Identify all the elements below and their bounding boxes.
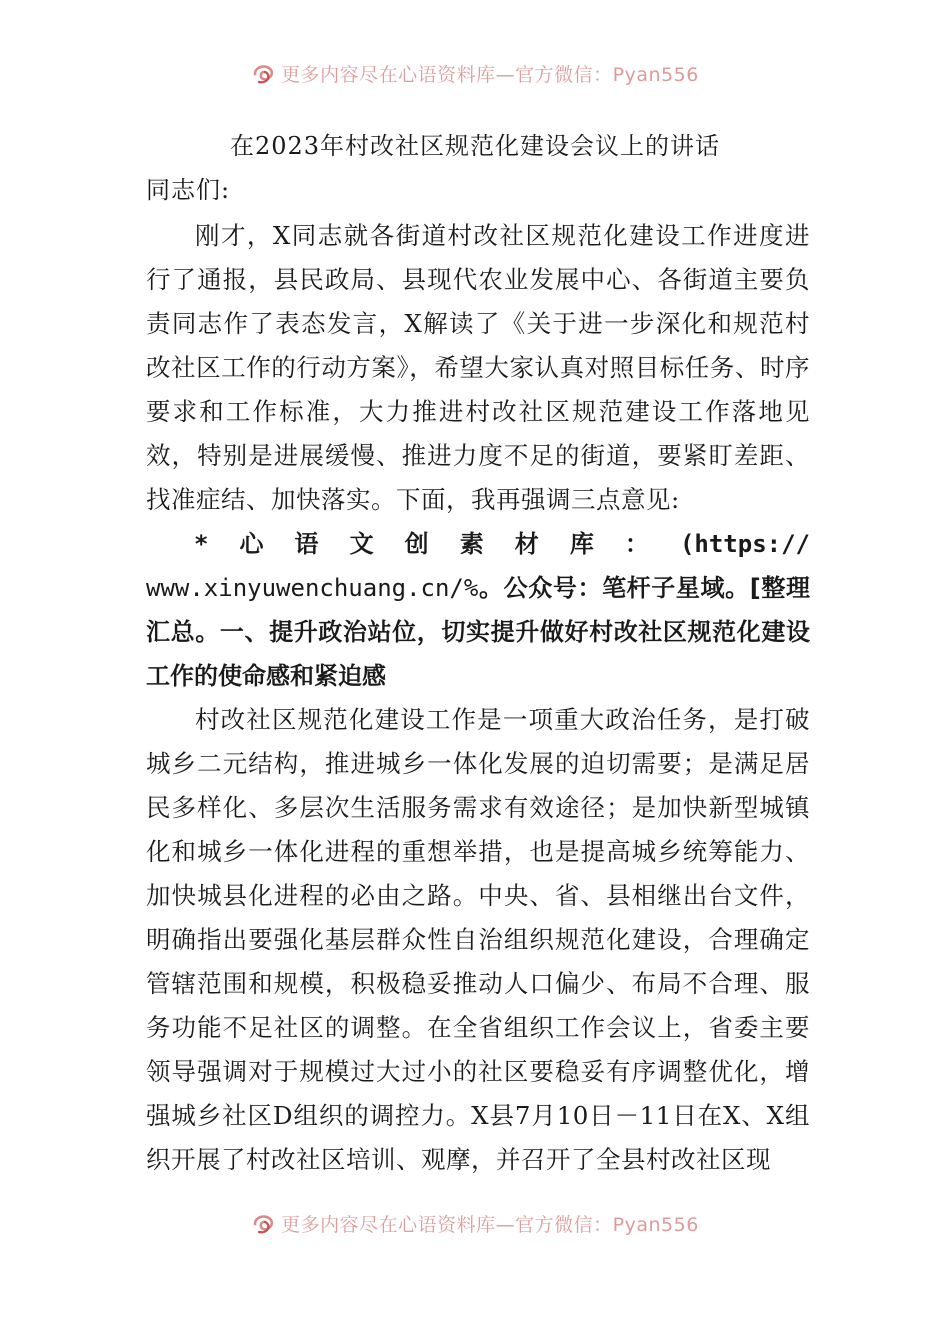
- section-heading-1: [146, 566, 810, 698]
- promo-url: www.xinyuwenchuang.cn/%: [146, 574, 479, 602]
- paragraph-section-1: 村改社区规范化建设工作是一项重大政治任务，是打破城乡二元结构，推进城乡一体化发展的迫切需要；是满足居民多样化、多层次生活服务需求有效途径；是加快新型城镇化和城乡一体化进程的重想举措，也是提高城乡统筹能力、加快城县化进程的必由之路。中央、省、县相继出台文件，明确指出要强化基层群众性自治组织规范化建设，合理确定管辖范围和规模，积极稳妥推动人口偏少、布局不合理、服务功能不足社区的调整。在全省组织工作会议上，省委主要领导强调对于规模过大过小的社区要稳妥有序调整优化，增强城乡社区D组织的调控力。X县7月10日－11日在X、X组织开展了村改社区培训、观摩，并召开了全县村改社区现: [146, 705, 810, 1174]
- swirl-logo-icon: [251, 60, 277, 86]
- document-body: [146, 214, 810, 1182]
- watermark-text: 更多内容尽在心语资料库—官方微信：Pyan556: [281, 1213, 699, 1236]
- footer-watermark: [0, 1208, 950, 1238]
- watermark-text: 更多内容尽在心语资料库—官方微信：Pyan556: [281, 63, 699, 86]
- salutation: 同志们:: [146, 176, 231, 204]
- page-title: 在2023年村改社区规范化建设会议上的讲话: [229, 132, 721, 160]
- swirl-logo-icon: [251, 1210, 277, 1236]
- promo-rest: 。公众号：笔杆子星域。[整理汇总。一、提升政治站位，切实提升做好村改社区规范化建设工作的使命感和紧迫感: [146, 574, 810, 690]
- paragraph-intro: 刚才，X同志就各街道村改社区规范化建设工作进度进行了通报，县民政局、县现代农业发展中心、各街道主要负责同志作了表态发言，X解读了《关于进一步深化和规范村改社区工作的行动方案》，希望大家认真对照目标任务、时序要求和工作标准，大力推进村改社区规范建设工作落地见效，特别是进展缓慢、推进力度不足的街道，要紧盯差距、找准症结、加快落实。下面，我再强调三点意见:: [146, 221, 810, 514]
- header-watermark: [0, 58, 950, 88]
- promo-line: *心语文创素材库：(https://: [194, 530, 810, 558]
